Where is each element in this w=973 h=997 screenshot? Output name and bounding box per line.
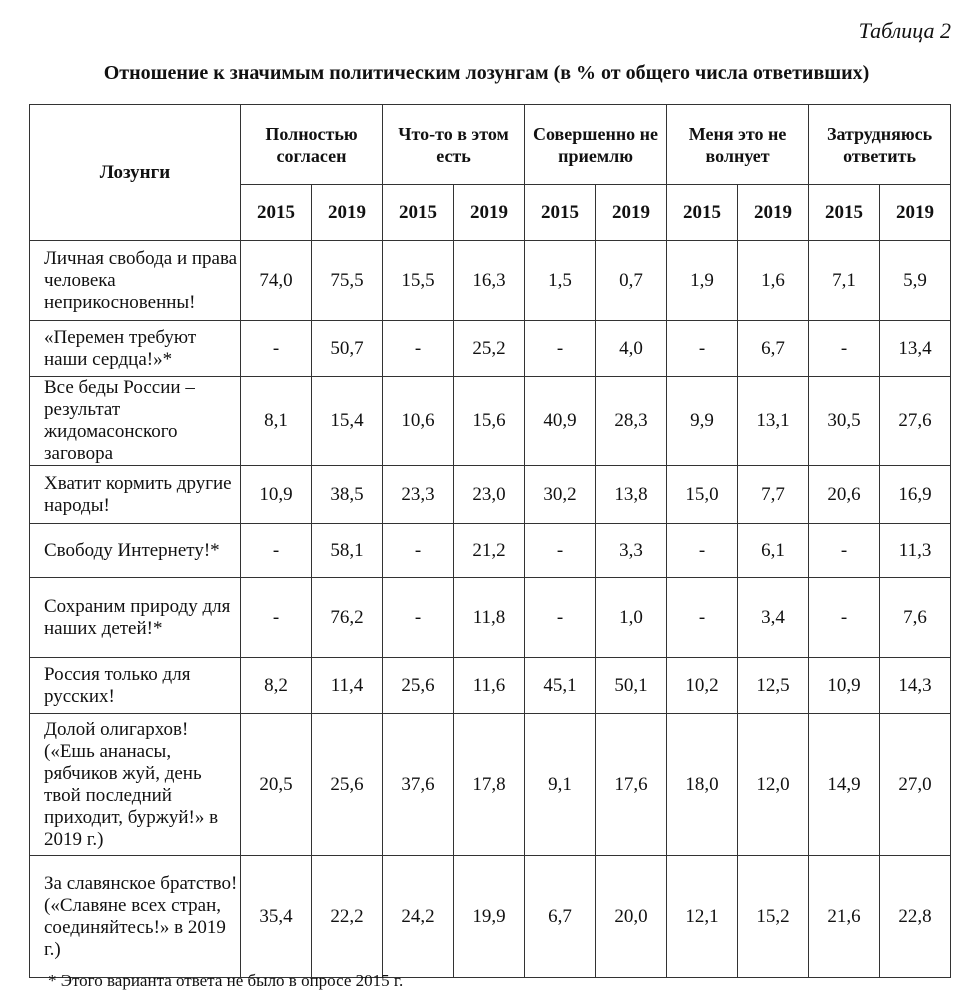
value-cell: 25,6 xyxy=(312,714,383,856)
slogan-cell: Личная свобода и права человека неприкосновенны! xyxy=(30,241,241,321)
value-cell: - xyxy=(809,524,880,578)
header-year: 2019 xyxy=(454,185,525,241)
header-year: 2019 xyxy=(738,185,809,241)
value-cell: 27,0 xyxy=(880,714,951,856)
value-cell: 20,6 xyxy=(809,466,880,524)
value-cell: - xyxy=(525,321,596,377)
table-row xyxy=(30,714,951,856)
value-cell: - xyxy=(809,321,880,377)
value-cell: 17,6 xyxy=(596,714,667,856)
value-cell: 50,1 xyxy=(596,658,667,714)
table-number: Таблица 2 xyxy=(858,18,951,43)
value-cell: 11,4 xyxy=(312,658,383,714)
value-cell: - xyxy=(667,524,738,578)
value-cell: 9,1 xyxy=(525,714,596,856)
value-cell: 12,5 xyxy=(738,658,809,714)
value-cell: 12,1 xyxy=(667,856,738,978)
slogan-cell: За славянское братство! («Славяне всех стран, соединяйтесь!» в 2019 г.) xyxy=(30,856,241,978)
header-row-groups xyxy=(30,105,951,185)
value-cell: 1,9 xyxy=(667,241,738,321)
value-cell: - xyxy=(383,578,454,658)
value-cell: 11,3 xyxy=(880,524,951,578)
value-cell: 0,7 xyxy=(596,241,667,321)
header-slogans: Лозунги xyxy=(30,105,241,241)
value-cell: - xyxy=(667,321,738,377)
value-cell: 24,2 xyxy=(383,856,454,978)
value-cell: 30,2 xyxy=(525,466,596,524)
value-cell: 10,6 xyxy=(383,377,454,466)
value-cell: 74,0 xyxy=(241,241,312,321)
value-cell: - xyxy=(383,321,454,377)
value-cell: 13,8 xyxy=(596,466,667,524)
header-group-indifferent: Меня это не волнует xyxy=(667,105,809,185)
value-cell: 28,3 xyxy=(596,377,667,466)
table-body xyxy=(30,241,951,978)
value-cell: 35,4 xyxy=(241,856,312,978)
value-cell: 38,5 xyxy=(312,466,383,524)
footnote: * Этого варианта ответа не было в опросе 2015 г. xyxy=(48,971,404,990)
value-cell: - xyxy=(241,578,312,658)
value-cell: 10,9 xyxy=(809,658,880,714)
value-cell: - xyxy=(667,578,738,658)
value-cell: 23,3 xyxy=(383,466,454,524)
value-cell: 20,0 xyxy=(596,856,667,978)
value-cell: 20,5 xyxy=(241,714,312,856)
header-year: 2015 xyxy=(525,185,596,241)
value-cell: 3,4 xyxy=(738,578,809,658)
header-year: 2015 xyxy=(241,185,312,241)
value-cell: 30,5 xyxy=(809,377,880,466)
value-cell: 10,9 xyxy=(241,466,312,524)
value-cell: 15,5 xyxy=(383,241,454,321)
table-row xyxy=(30,524,951,578)
value-cell: 15,2 xyxy=(738,856,809,978)
value-cell: 7,7 xyxy=(738,466,809,524)
value-cell: 21,6 xyxy=(809,856,880,978)
value-cell: 8,1 xyxy=(241,377,312,466)
value-cell: 1,0 xyxy=(596,578,667,658)
value-cell: 7,6 xyxy=(880,578,951,658)
value-cell: 45,1 xyxy=(525,658,596,714)
value-cell: 27,6 xyxy=(880,377,951,466)
table-title: Отношение к значимым политическим лозунгам (в % от общего числа ответивших) xyxy=(103,62,870,84)
value-cell: 1,6 xyxy=(738,241,809,321)
slogan-cell: Долой олигархов! («Ешь ананасы, рябчиков жуй, день твой последний приходит, буржуй!» в 2019 г.) xyxy=(30,714,241,856)
value-cell: 40,9 xyxy=(525,377,596,466)
table-row xyxy=(30,466,951,524)
header-group-hard-to-say: Затрудняюсь ответить xyxy=(809,105,951,185)
slogan-cell: Сохраним природу для наших детей!* xyxy=(30,578,241,658)
value-cell: 11,6 xyxy=(454,658,525,714)
value-cell: - xyxy=(241,321,312,377)
value-cell: - xyxy=(525,578,596,658)
value-cell: 13,1 xyxy=(738,377,809,466)
value-cell: 7,1 xyxy=(809,241,880,321)
value-cell: 15,6 xyxy=(454,377,525,466)
value-cell: 14,3 xyxy=(880,658,951,714)
slogan-cell: «Перемен требуют наши сердца!»* xyxy=(30,321,241,377)
value-cell: 76,2 xyxy=(312,578,383,658)
value-cell: 22,8 xyxy=(880,856,951,978)
value-cell: 37,6 xyxy=(383,714,454,856)
slogan-cell: Свободу Интернету!* xyxy=(30,524,241,578)
value-cell: 25,6 xyxy=(383,658,454,714)
table-row xyxy=(30,321,951,377)
value-cell: 14,9 xyxy=(809,714,880,856)
table-row xyxy=(30,578,951,658)
value-cell: - xyxy=(383,524,454,578)
header-year: 2015 xyxy=(667,185,738,241)
value-cell: 1,5 xyxy=(525,241,596,321)
value-cell: 50,7 xyxy=(312,321,383,377)
header-year: 2015 xyxy=(809,185,880,241)
slogans-table xyxy=(29,104,951,978)
value-cell: 23,0 xyxy=(454,466,525,524)
value-cell: 12,0 xyxy=(738,714,809,856)
value-cell: 6,7 xyxy=(525,856,596,978)
value-cell: - xyxy=(525,524,596,578)
value-cell: 10,2 xyxy=(667,658,738,714)
slogan-cell: Россия только для русских! xyxy=(30,658,241,714)
value-cell: 8,2 xyxy=(241,658,312,714)
value-cell: 18,0 xyxy=(667,714,738,856)
value-cell: 9,9 xyxy=(667,377,738,466)
value-cell: 58,1 xyxy=(312,524,383,578)
value-cell: 6,1 xyxy=(738,524,809,578)
header-group-something-in-it: Что-то в этом есть xyxy=(383,105,525,185)
slogan-cell: Хватит кормить другие народы! xyxy=(30,466,241,524)
value-cell: 6,7 xyxy=(738,321,809,377)
value-cell: 5,9 xyxy=(880,241,951,321)
table-row xyxy=(30,241,951,321)
value-cell: 17,8 xyxy=(454,714,525,856)
table-row xyxy=(30,377,951,466)
value-cell: 4,0 xyxy=(596,321,667,377)
value-cell: 75,5 xyxy=(312,241,383,321)
value-cell: 25,2 xyxy=(454,321,525,377)
header-year: 2019 xyxy=(880,185,951,241)
value-cell: 15,4 xyxy=(312,377,383,466)
value-cell: 15,0 xyxy=(667,466,738,524)
table-row xyxy=(30,856,951,978)
value-cell: 22,2 xyxy=(312,856,383,978)
header-group-reject: Совершенно не приемлю xyxy=(525,105,667,185)
value-cell: 21,2 xyxy=(454,524,525,578)
slogan-cell: Все беды России – результат жидомасонского заговора xyxy=(30,377,241,466)
value-cell: 3,3 xyxy=(596,524,667,578)
value-cell: 16,3 xyxy=(454,241,525,321)
value-cell: 13,4 xyxy=(880,321,951,377)
header-year: 2015 xyxy=(383,185,454,241)
value-cell: - xyxy=(809,578,880,658)
value-cell: - xyxy=(241,524,312,578)
value-cell: 16,9 xyxy=(880,466,951,524)
header-year: 2019 xyxy=(312,185,383,241)
value-cell: 11,8 xyxy=(454,578,525,658)
header-year: 2019 xyxy=(596,185,667,241)
table-row xyxy=(30,658,951,714)
header-group-fully-agree: Полностью согласен xyxy=(241,105,383,185)
value-cell: 19,9 xyxy=(454,856,525,978)
